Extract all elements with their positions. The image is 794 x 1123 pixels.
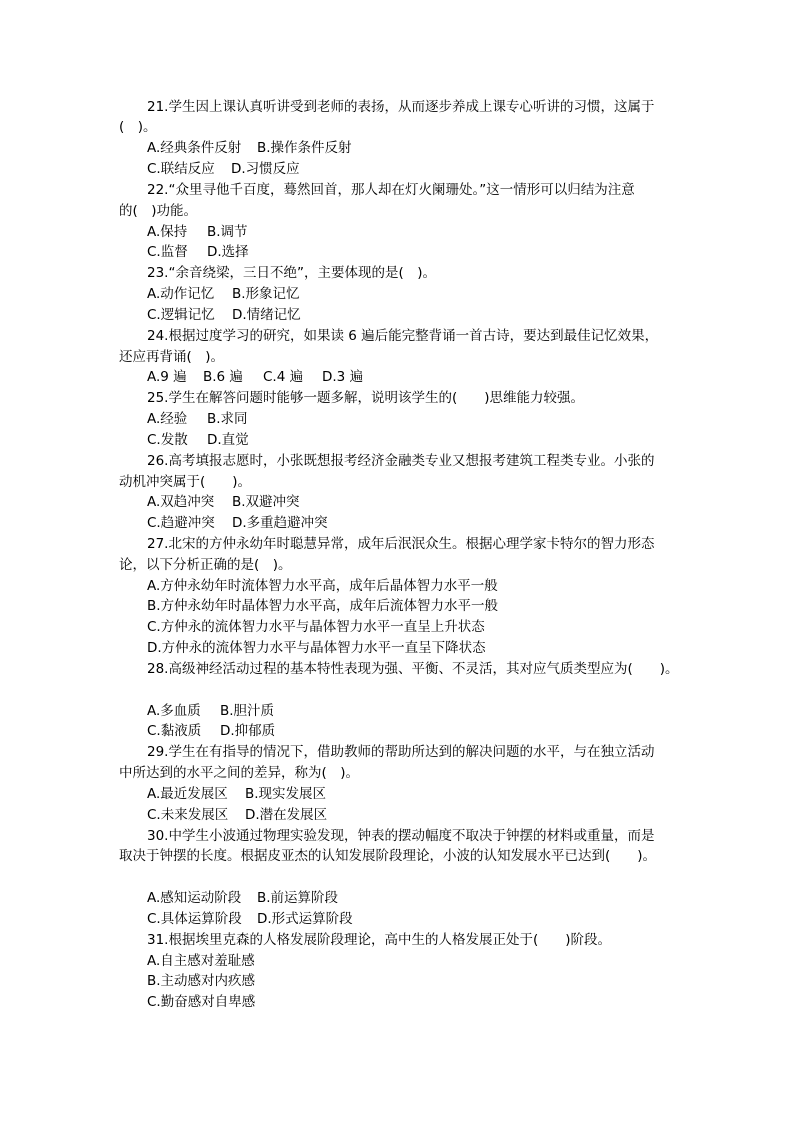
question-21	[0, 97, 794, 118]
question-stem: 23.“余音绕梁，三日不绝”，主要体现的是( )。	[147, 265, 436, 282]
option-c: C.具体运算阶段	[147, 910, 242, 927]
question-30	[0, 826, 794, 847]
question-stem: 还应再背诵( )。	[119, 348, 225, 365]
option-c: C.趋避冲突	[147, 515, 215, 532]
question-stem: 28.高级神经活动过程的基本特性表现为强、平衡、不灵活，其对应气质类型应为( )。	[147, 660, 679, 677]
option-a: A.经典条件反射	[147, 140, 242, 157]
option-c: C.监督	[147, 244, 188, 261]
question-stem: 25.学生在解答问题时能够一题多解，说明该学生的( )思维能力较强。	[147, 390, 585, 407]
option-d: D.形式运算阶段	[257, 910, 353, 927]
question-28	[0, 659, 794, 680]
question-stem: 动机冲突属于( )。	[119, 473, 252, 490]
option-b: B.形象记忆	[232, 286, 300, 303]
question-24	[0, 326, 794, 347]
question-stem: 31.根据埃里克森的人格发展阶段理论，高中生的人格发展正处于( )阶段。	[147, 931, 612, 948]
option-a: A.双趋冲突	[147, 494, 215, 511]
option-c: C.黏液质	[147, 723, 202, 740]
question-26	[0, 451, 794, 472]
option-d: D.直觉	[207, 431, 249, 448]
option-a: A.最近发展区	[147, 785, 228, 802]
option-b: B.6 遍	[203, 369, 243, 386]
question-29	[0, 742, 794, 763]
option-b: B.主动感对内疚感	[147, 973, 256, 990]
option-d: D.选择	[207, 244, 249, 261]
question-stem: 24.根据过度学习的研究，如果读 6 遍后能完整背诵一首古诗，要达到最佳记忆效果，	[147, 327, 659, 344]
option-c: C.逻辑记忆	[147, 306, 215, 323]
option-d: D.潜在发展区	[245, 806, 328, 823]
option-b: B.方仲永幼年时晶体智力水平高，成年后流体智力水平一般	[147, 598, 499, 615]
option-d: D.抑郁质	[220, 723, 276, 740]
option-c: C.方仲永的流体智力水平与晶体智力水平一直呈上升状态	[147, 619, 485, 636]
question-23	[0, 263, 794, 284]
question-stem: 21.学生因上课认真听讲受到老师的表扬，从而逐步养成上课专心听讲的习惯，这属于	[147, 98, 655, 115]
option-b: B.现实发展区	[245, 785, 327, 802]
question-stem: 30.中学生小波通过物理实验发现，钟表的摆动幅度不取决于钟摆的材料或重量，而是	[147, 827, 655, 844]
question-27	[0, 534, 794, 555]
option-c: C.4 遍	[263, 369, 304, 386]
option-b: B.前运算阶段	[257, 890, 339, 907]
option-c: C.发散	[147, 431, 188, 448]
question-stem: 26.高考填报志愿时，小张既想报考经济金融类专业又想报考建筑工程类专业。小张的	[147, 452, 655, 469]
option-a: A.多血质	[147, 702, 201, 719]
option-b: B.调节	[207, 223, 248, 240]
option-a: A.自主感对羞耻感	[147, 952, 255, 969]
option-d: D.方仲永的流体智力水平与晶体智力水平一直呈下降状态	[147, 640, 486, 657]
option-c: C.联结反应	[147, 161, 215, 178]
option-a: A.经验	[147, 411, 188, 428]
question-stem: 22.“众里寻他千百度，蓦然回首，那人却在灯火阑珊处。”这一情形可以归结为注意	[147, 181, 635, 198]
option-b: B.胆汁质	[220, 702, 275, 719]
option-c: C.勤奋感对自卑感	[147, 994, 256, 1011]
option-a: A.动作记忆	[147, 286, 215, 303]
question-stem: 27.北宋的方仲永幼年时聪慧异常，成年后泯泯众生。根据心理学家卡特尔的智力形态	[147, 535, 655, 552]
option-a: A.感知运动阶段	[147, 890, 242, 907]
question-stem: 中所达到的水平之间的差异，称为( )。	[119, 765, 360, 782]
question-stem: 论，以下分析正确的是( )。	[119, 556, 292, 573]
document-page	[0, 97, 794, 1013]
question-25	[0, 388, 794, 409]
question-stem: 取决于钟摆的长度。根据皮亚杰的认知发展阶段理论，小波的认知发展水平已达到( )。	[119, 848, 657, 865]
question-stem: 的( )功能。	[119, 202, 198, 219]
option-c: C.未来发展区	[147, 806, 229, 823]
option-d: D.情绪记忆	[232, 306, 301, 323]
option-a: A.方仲永幼年时流体智力水平高，成年后晶体智力水平一般	[147, 577, 498, 594]
option-b: B.操作条件反射	[257, 140, 352, 157]
question-stem: ( )。	[119, 119, 157, 136]
question-22	[0, 180, 794, 201]
option-b: B.双避冲突	[232, 494, 300, 511]
option-a: A.保持	[147, 223, 188, 240]
question-stem: 29.学生在有指导的情况下，借助教师的帮助所达到的解决问题的水平，与在独立活动	[147, 744, 655, 761]
option-a: A.9 遍	[147, 369, 187, 386]
option-d: D.3 遍	[322, 369, 364, 386]
option-b: B.求同	[207, 411, 248, 428]
option-d: D.多重趋避冲突	[232, 515, 328, 532]
question-31	[0, 930, 794, 951]
option-d: D.习惯反应	[231, 161, 300, 178]
